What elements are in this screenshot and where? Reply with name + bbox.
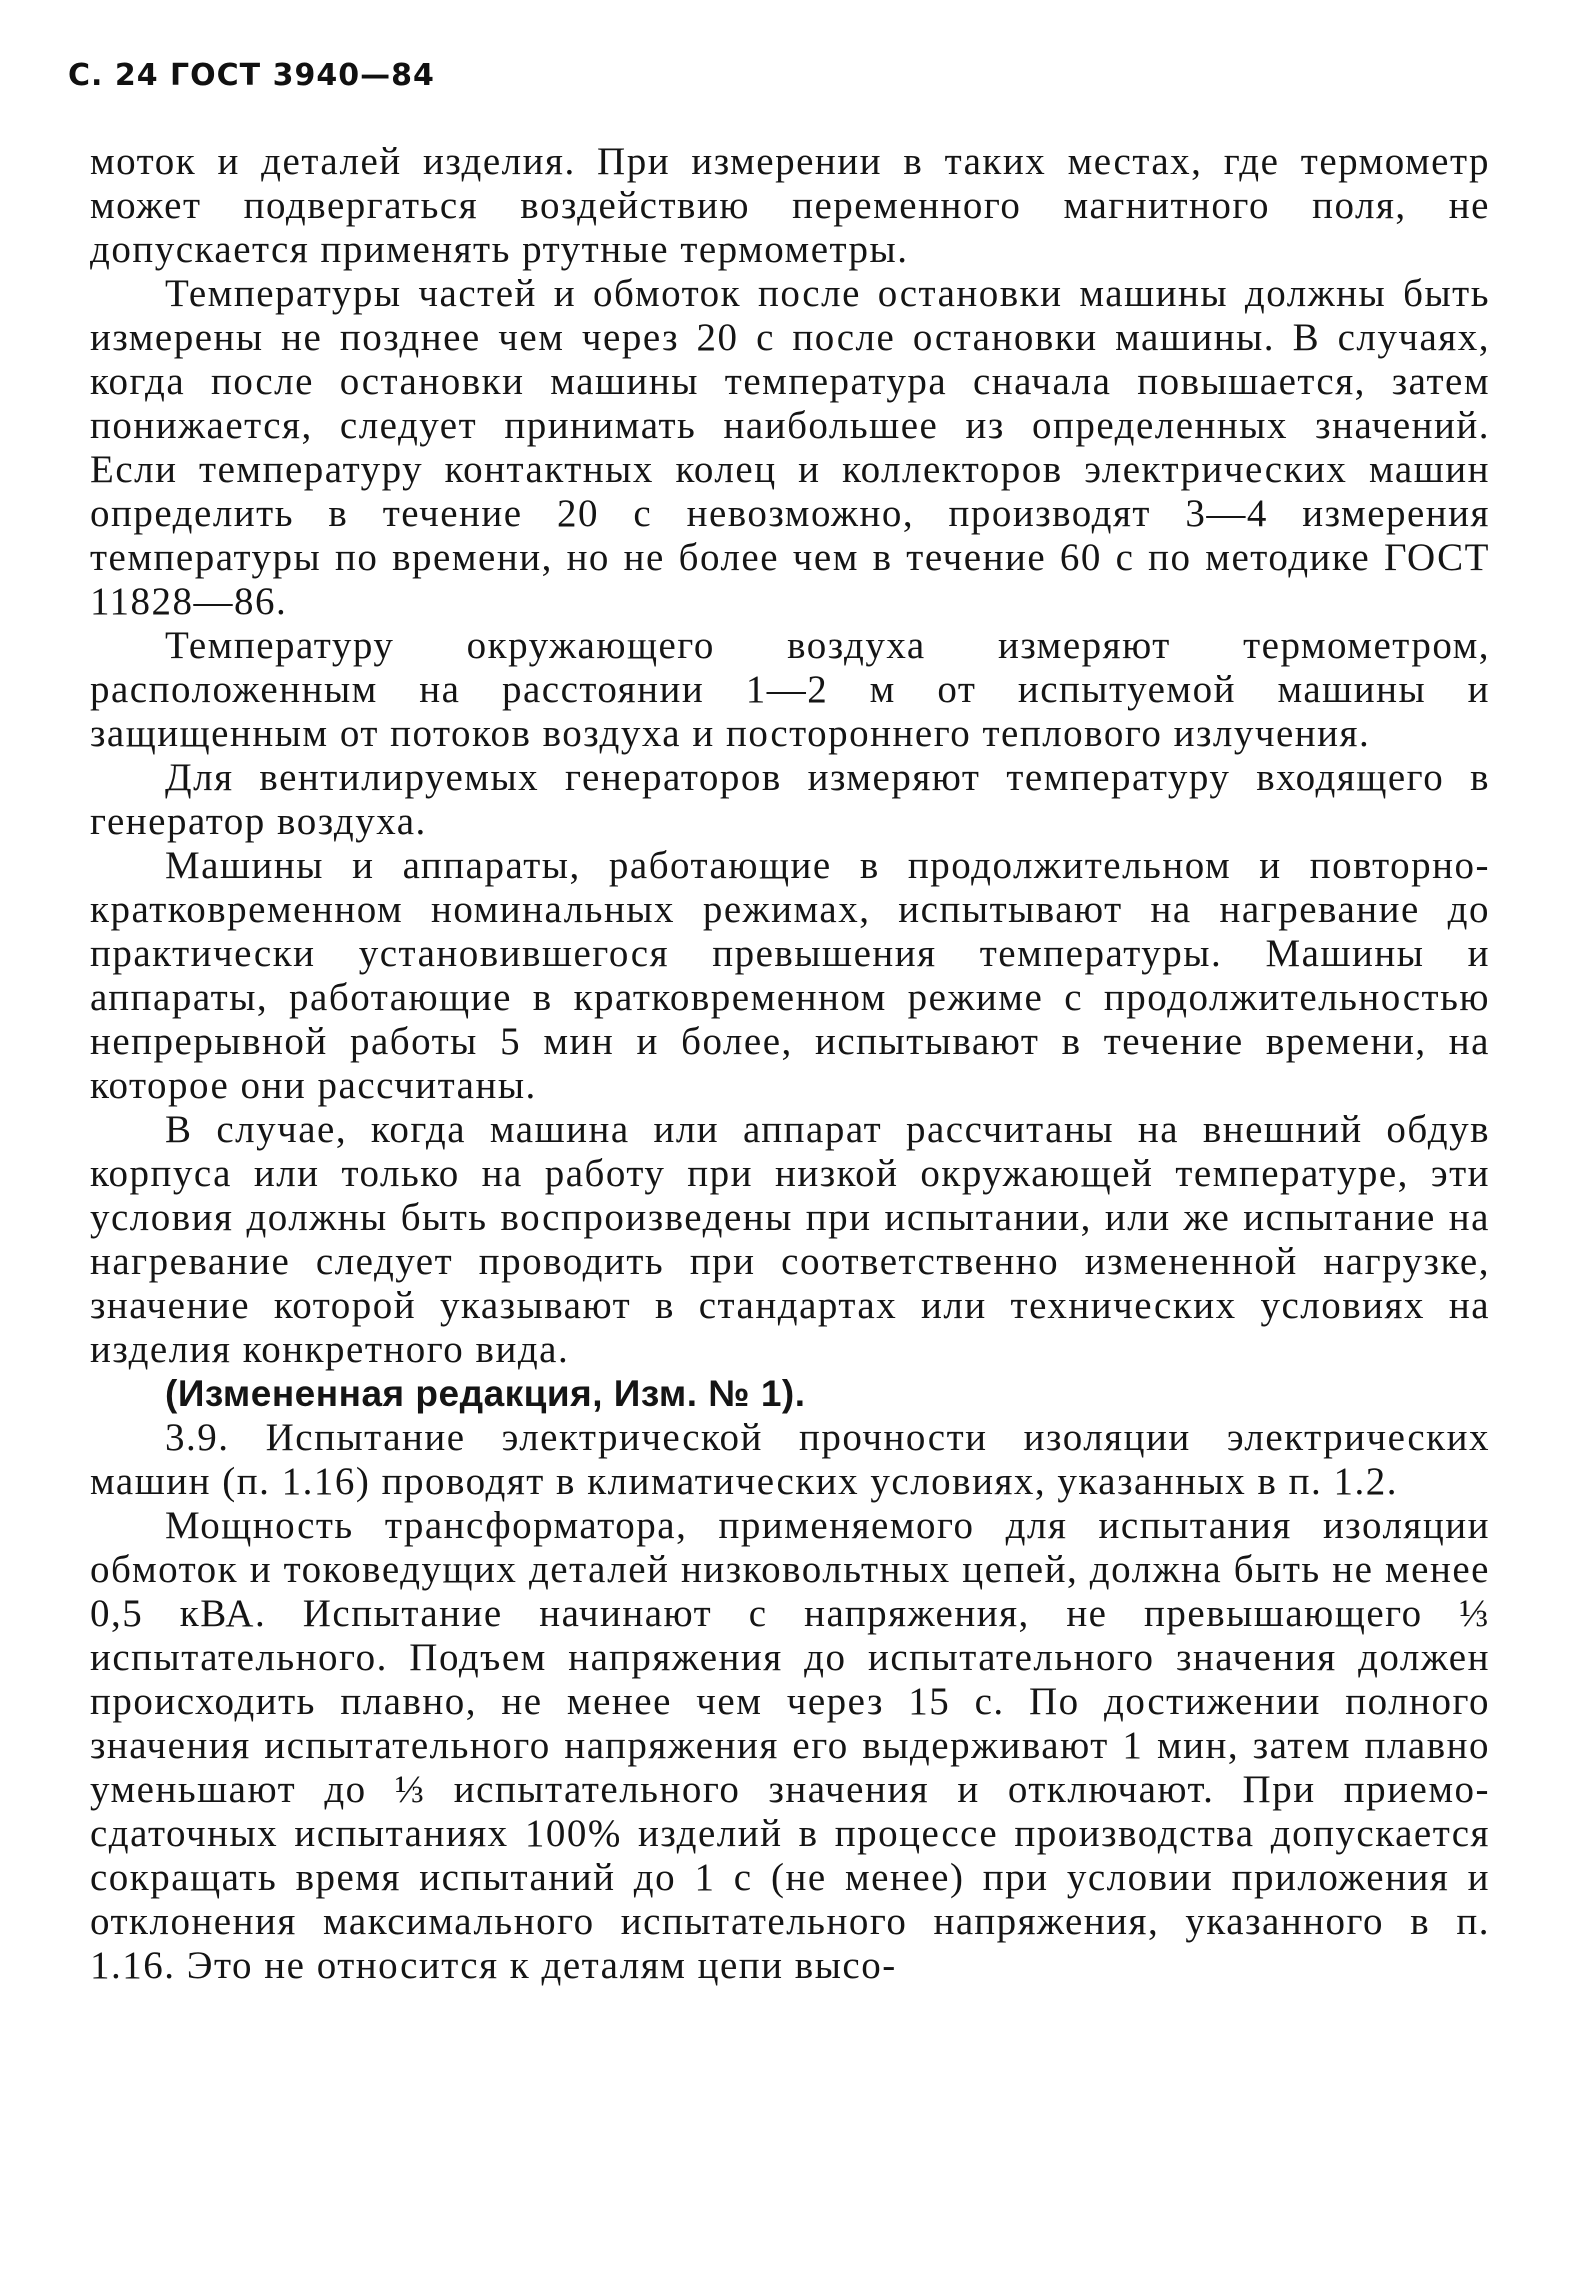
paragraph-ventilated-generators: Для вентилируемых генераторов измеряют температуру входящего в генератор воздуха. — [90, 756, 1490, 843]
paragraph-section-3-9: 3.9. Испытание электрической прочности изоляции электрических машин (п. 1.16) проводят в климатических условиях, указанных в п. 1.2. — [90, 1416, 1490, 1503]
paragraph-continuation: моток и деталей изделия. При измерении в таких местах, где термометр может подвергаться воздействию переменного магнитного поля, не допускается применять ртутные термометры. — [90, 140, 1490, 271]
paragraph-heating-modes: Машины и аппараты, работающие в продолжительном и повторно-кратковременном номинальных режимах, испытывают на нагревание до практически установившегося превышения температуры. Машины и аппараты, работающие в кратковременном режиме с продолжительностью непрерывной работы 5 мин и более, испытывают в течение времени, на которое они рассчитаны. — [90, 844, 1490, 1107]
page-header: С. 24 ГОСТ 3940—84 — [68, 58, 435, 93]
revision-note: (Измененная редакция, Изм. № 1). — [165, 1373, 806, 1414]
body-text — [90, 140, 1490, 1988]
paragraph-ambient-air: Температуру окружающего воздуха измеряют термометром, расположенным на расстоянии 1—2 м от испытуемой машины и защищенным от потоков воздуха и постороннего теплового излучения. — [90, 624, 1490, 755]
paragraph-external-cooling: В случае, когда машина или аппарат рассчитаны на внешний обдув корпуса или только на работу при низкой окружающей температуре, эти условия должны быть воспроизведены при испытании, или же испытание на нагревание следует проводить при соответственно измененной нагрузке, значение которой указывают в стандартах или технических условиях на изделия конкретного вида. — [90, 1108, 1490, 1371]
paragraph-transformer-power: Мощность трансформатора, применяемого для испытания изоляции обмоток и токоведущих деталей низковольтных цепей, должна быть не менее 0,5 кВА. Испытание начинают с напряжения, не превышающего ⅓ испытательного. Подъем напряжения до испытательного значения должен происходить плавно, не менее чем через 15 с. По достижении полного значения испытательного напряжения его выдерживают 1 мин, затем плавно уменьшают до ⅓ испытательного значения и отключают. При приемо-сдаточных испытаниях 100% изделий в процессе производства допускается сокращать время испытаний до 1 с (не менее) при условии приложения и отклонения максимального испытательного напряжения, указанного в п. 1.16. Это не относится к деталям цепи высо- — [90, 1504, 1490, 1987]
paragraph-temperature-parts: Температуры частей и обмоток после остановки машины должны быть измерены не позднее чем через 20 с после остановки машины. В случаях, когда после остановки машины температура сначала повышается, затем понижается, следует принимать наибольшее из определенных значений. Если температуру контактных колец и коллекторов электрических машин определить в течение 20 с невозможно, производят 3—4 измерения температуры по времени, но не более чем в течение 60 с по методике ГОСТ 11828—86. — [90, 272, 1490, 623]
